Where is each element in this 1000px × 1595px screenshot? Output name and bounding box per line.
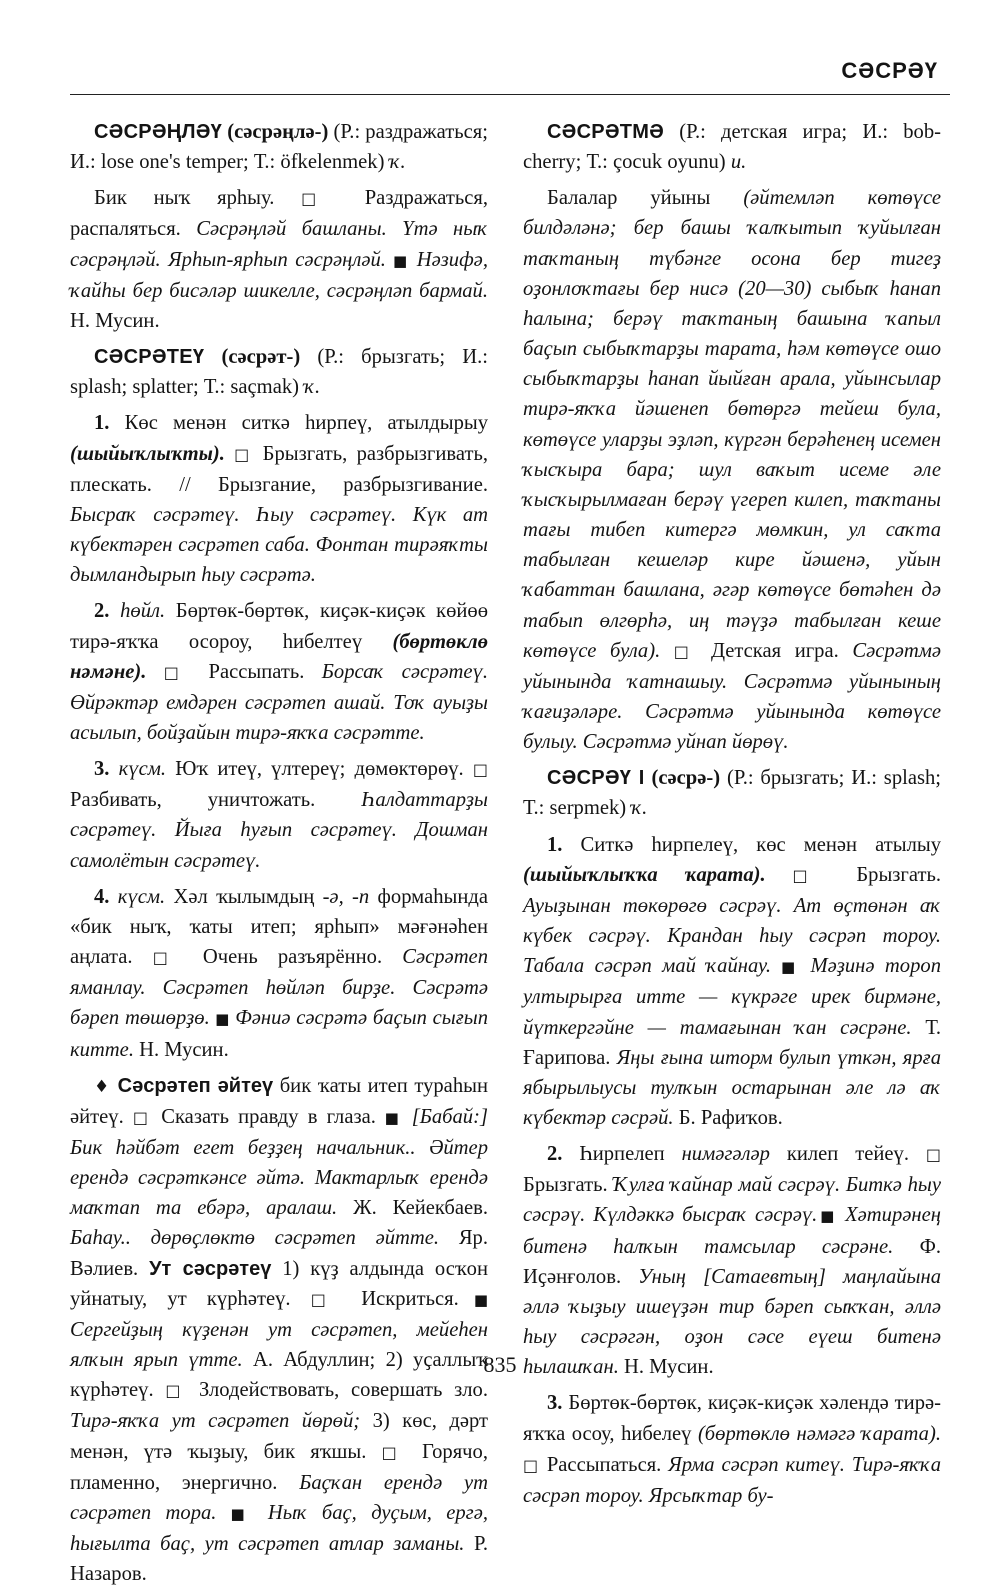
idiom-definition: бик ҡаты итеп тураһын әйтеү. <box>70 1074 488 1128</box>
quotation: Уның [Сатаевтың] маңлайына әллә ҡыҙыу ишеүҙән тир бәреп сыҡҡан, әллә һыу сәсрәгән, оҙон сәсе еүеш битенә һылашҡан. <box>523 1265 941 1379</box>
quotation-marker-icon: ■ <box>458 1290 488 1309</box>
sense-number: 3. <box>547 1392 563 1415</box>
sense-number: 2. <box>547 1143 563 1166</box>
idiom-definition: 1) күҙ алдында осҡон уйнатыу, ут күрһәтеү. <box>70 1257 489 1310</box>
quotation-marker-icon: ■ <box>771 958 811 977</box>
entry-sasraw-1 <box>523 763 941 823</box>
translation: Детская игра. <box>697 639 853 662</box>
quotation: Хәтирәнең битенә һалҡын тамсылар сәсрәне. <box>523 1204 941 1258</box>
headword: СӘСРӘҢЛӘҮ <box>94 121 223 143</box>
quotation-source: Р. Назаров. <box>70 1533 488 1586</box>
entry-sasratew <box>70 342 488 402</box>
quotation-marker-icon: ■ <box>375 1108 412 1127</box>
translation-marker-icon: □ <box>660 641 698 661</box>
definition: Балалар уйыны <box>547 187 744 210</box>
definition-cont: формаһында «бик ныҡ, ҡаты итеп; ярһып» мәғәнәһен аңлата. <box>70 885 488 969</box>
stem: (сәсрәт-) <box>221 346 301 369</box>
qualifier: (шыйыҡлыҡҡа ҡарата). <box>523 863 766 886</box>
running-head: СӘСРӘҮ <box>841 58 938 83</box>
headword: СӘСРӘТМӘ <box>547 121 665 143</box>
quotation-source: Т. Ғарипова. <box>523 1016 941 1069</box>
definition: Бик ныҡ ярһыу. <box>94 187 302 210</box>
quotation-source: А. Абдуллин; <box>242 1349 386 1372</box>
translation-marker-icon: □ <box>472 760 488 780</box>
quotation-source: Ф. Иҫәнғолов. <box>523 1235 941 1288</box>
examples: Ярма сәсрәп китеү. Тирә-яҡҡа сәсрәп тороу. Ярсыҡтар бу- <box>523 1453 941 1507</box>
translation: Искриться. <box>341 1287 459 1310</box>
quotation: Баһау.. дөрөҫлөктө сәсрәтеп әйтте. <box>70 1227 440 1250</box>
quotation: Фәниә сәсрәтә баҫып сығып китте. <box>70 1007 488 1061</box>
definition: Юҡ итеү, үлтереү; дөмөктөрөү. <box>166 758 473 781</box>
quotation: Яңы ғына шторм булып үткән, ярға ябырылыусы тулҡын остарынан әле лә аҡ күбектәр сәсрәй. <box>523 1046 941 1129</box>
pos-label: и. <box>730 151 747 174</box>
examples: Ҡулға ҡайнар май сәсрәү. Биткә һыу сәсрәү. Күлдәккә бысраҡ сәсрәү. <box>523 1174 941 1227</box>
sense-number: 2. <box>94 600 110 623</box>
gloss: (Р.: детская игра; И.: bob-cherry; Т.: çocuk oyunu) <box>523 121 941 174</box>
sense-2 <box>70 596 488 748</box>
translation: Очень разъярённо. <box>182 946 403 969</box>
definition: Бөртөк-бөртөк, киҫәк-киҫәк көйөө тирә-яҡҡа осороу, һибелтеү <box>70 600 489 653</box>
sense-number: 3. <box>94 758 110 781</box>
quotation-source: Яр. Вәлиев. <box>70 1227 488 1280</box>
examples: Бысраҡ сәсрәтеү. Һыу сәсрәтеү. Күк ат күбектәрен сәсрәтеп саба. Фонтан тирәяҡты дымландырып һыу сәсрәтә. <box>70 503 488 587</box>
sense-1 <box>523 830 941 1134</box>
form-suffix: -ә, -п <box>322 885 370 908</box>
quotation-source: Н. Мусин. <box>618 1356 714 1379</box>
quotation-source: Б. Рафиҡов. <box>673 1107 783 1129</box>
sense-number: 1. <box>94 412 110 435</box>
quotation: Сергейҙың күҙенән ут сәсрәтеп, мейеһен ялҡын ярып үтте. <box>70 1318 488 1372</box>
entry-body <box>523 183 941 757</box>
translation: Брызгать. <box>829 863 942 886</box>
qualifier: (бөртөклө нәмәгә ҡарата). <box>697 1422 941 1445</box>
gloss: (Р.: брызгать; И.: splash; Т.: serpmek) <box>523 767 942 820</box>
page-number: 835 <box>483 1352 517 1377</box>
headword: СӘСРӘҮ I <box>547 767 645 790</box>
sense-1 <box>70 408 488 590</box>
translation: Рассыпаться. <box>539 1453 669 1476</box>
entry-body <box>70 183 488 336</box>
translation-marker-icon: □ <box>165 1381 188 1401</box>
definition: Ситкә һирпелеү, көс менән атылыу <box>562 833 941 856</box>
translation: Рассыпать. <box>191 660 322 683</box>
examples: Борсаҡ сәсрәтеү. Өйрәктәр емдәрен сәсрәтеп ашай. Тоҡ ауыҙы асылып, бойҙайын тирә-яҡҡа сәсрәтте. <box>70 660 488 744</box>
translation-marker-icon: □ <box>301 189 338 209</box>
definition: Көс менән ситкә һирпеү, атылдырыу <box>109 412 488 435</box>
quotation-source: Ж. Кейекбаев. <box>337 1197 488 1220</box>
definition: Һирпелеп <box>562 1143 682 1166</box>
gloss: (Р.: раздражаться; И.: lose one's temper; Т.: öfkelenmek) <box>70 121 488 174</box>
translation: Разбивать, уничтожать. <box>70 789 362 812</box>
sense-4 <box>70 882 488 1065</box>
quotation-source: Н. Мусин. <box>133 1038 229 1061</box>
examples: Ауыҙынан төкөрөгө сәсрәү. Ат өҫтөнән аҡ күбек сәсрәү. Крандан һыу сәсрәп тороу. Табала сәсрәп май ҡайнау. <box>523 894 941 978</box>
register-label: күсм. <box>109 885 166 908</box>
sense-2 <box>523 1139 941 1382</box>
translation-marker-icon: □ <box>224 444 254 464</box>
right-column <box>523 117 941 1517</box>
translation-marker-icon: □ <box>765 865 830 885</box>
translation-marker-icon: □ <box>925 1145 941 1165</box>
diamond-icon: ♦ <box>94 1076 111 1097</box>
translation-marker-icon: □ <box>310 1289 341 1309</box>
translation-marker-icon: □ <box>152 948 183 968</box>
translation-marker-icon: □ <box>132 1107 153 1127</box>
quotation: Баҫҡан ерендә ут сәсрәтеп тора. <box>70 1471 489 1524</box>
quotation: [Бабай:] Бик һәйбәт егет беҙҙең начальник.. Әйтер ерендә сәсрәткәнсе әйтә. Мактарлыҡ ерендә маҡтап та ебәрә, аралаш. <box>70 1105 488 1220</box>
quotation-marker-icon: ■ <box>216 1504 268 1523</box>
entry-sasrangla <box>70 117 488 177</box>
translation: Сказать правду в глаза. <box>152 1105 376 1128</box>
qualifier: (шыйыҡлыҡты). <box>70 442 225 465</box>
register-label: күсм. <box>109 758 167 781</box>
quotation: Нәзифә, ҡайһы бер бисәләр шикелле, сәсрәңләп бармай. <box>70 248 488 302</box>
idiom-phrase: Ут сәсрәтеү <box>149 1257 272 1280</box>
register-label: һөйл. <box>109 600 166 623</box>
pos-label: ҡ. <box>304 376 321 399</box>
stem: (сәсрәңлә-) <box>227 121 329 143</box>
game-description: (әйтемләп көтөүсе билдәләнә; бер башы ҡалҡытып ҡуйылған таҡтаның түбәнге осона бер тигеҙ оҙонлоҡтағы бер нисә (20—30) сыбыҡ һанап һалына; берәү таҡтаның башына ҡапыл баҫып сыбыҡтарҙы тарата, һәм көтөүсе ошо сыбыҡтарҙы һанап йыйған арала, уйынсылар тирә-яҡҡа йәшенеп бөтөргә тейеш була, көтөүсе уларҙы эҙләп, күргән берәһенең исемен ҡысҡыра бара; шул ваҡыт исеме әле ҡысҡырылмаған берәү үгереп килеп, таҡтаны тағы тибеп китергә мөмкин, ул саҡта табылған кешеләр кире йәшенә, уйын ҡабаттан башлана, әгәр көтөүсе бөтәһен дә табып өлгөрһә, иң тәүҙә табылған кеше көтөүсе була). <box>523 187 941 662</box>
gloss: (Р.: брызгать; И.: splash; splatter; Т.: saçmak) <box>70 346 488 399</box>
translation: Злодействовать, совершать зло. <box>187 1379 488 1402</box>
examples: Сәсрәңләй башланы. Үтә ныҡ сәсрәңләй. Ярһып-ярһып сәсрәңләй. <box>70 218 488 271</box>
idiom-phrase: Сәсрәтеп әйтеү <box>110 1074 274 1097</box>
quotation: Ныҡ баҫ, дуҫым, ергә, һығылта баҫ, ут сәсрәтеп атлар заманы. <box>70 1501 488 1556</box>
quotation-marker-icon: ■ <box>209 1010 236 1029</box>
sense-3 <box>70 754 488 876</box>
sense-3 <box>523 1388 941 1511</box>
quotation-marker-icon: ■ <box>817 1207 838 1226</box>
definition-cont: килеп тейеү. <box>769 1143 926 1166</box>
entry-sasratma <box>523 117 941 177</box>
quotation-marker-icon: ■ <box>385 251 417 270</box>
pos-label: ҡ. <box>631 797 648 820</box>
definition: Хәл ҡылымдың <box>165 885 323 908</box>
examples: Сәсрәтеп яманлау. Сәсрәтеп һөйләп бирҙе. Сәсрәтә бәреп төшөрҙө. <box>70 946 488 1030</box>
quotation-source: Н. Мусин. <box>70 309 160 332</box>
translation: Горячо, пламенно, энергично. <box>70 1440 488 1494</box>
idiom-definition: 2) уҫаллыҡ күрһәтеү. <box>70 1349 488 1402</box>
translation: Брызгать, разбрызгивать, плескать. // Брызгание, разбрызгивание. <box>70 442 488 496</box>
translation: Раздражаться, распаляться. <box>70 187 488 241</box>
translation-marker-icon: □ <box>523 1455 540 1475</box>
translation-marker-icon: □ <box>381 1442 407 1462</box>
qualifier: (бөртөклө нәмәне). <box>70 630 488 683</box>
sense-number: 4. <box>94 885 110 908</box>
pos-label: ҡ. <box>389 151 406 174</box>
stem: (сәсрә-) <box>651 767 721 790</box>
header-rule <box>70 94 950 95</box>
examples: Һалдаттарҙы сәсрәтеү. Йыға һуғып сәсрәтеү. Дошман самолётын сәсрәтеү. <box>70 789 488 872</box>
definition: Бөртөк-бөртөк, киҫәк-киҫәк хәлендә тирә-яҡҡа осоу, һибелеү <box>523 1392 941 1445</box>
translation-marker-icon: □ <box>146 662 192 682</box>
sense-number: 1. <box>547 833 563 856</box>
idiom-definition: 3) көс, дәрт менән, үтә ҡыҙыу, бик яҡшы. <box>70 1410 488 1463</box>
quotation: Тирә-яҡҡа ут сәсрәтеп йөрөй; <box>70 1410 361 1433</box>
idiom-block <box>70 1071 488 1590</box>
examples: Сәсрәтмә уйынында ҡатнашыу. Сәсрәтмә уйынының ҡағиҙәләре. Сәсрәтмә уйынында көтөүсе булыу. Сәсрәтмә уйнап йөрөү. <box>523 639 942 754</box>
headword: СӘСРӘТЕҮ <box>94 346 205 369</box>
definition-italic: нимәгәләр <box>681 1143 770 1166</box>
translation: Брызгать. <box>523 1174 614 1197</box>
quotation: Мәҙинә тороп ултырырға итте — күкрәге ирек бирмәне, йүткергәйне — тамағынан ҡан сәсрәне. <box>523 955 941 1039</box>
